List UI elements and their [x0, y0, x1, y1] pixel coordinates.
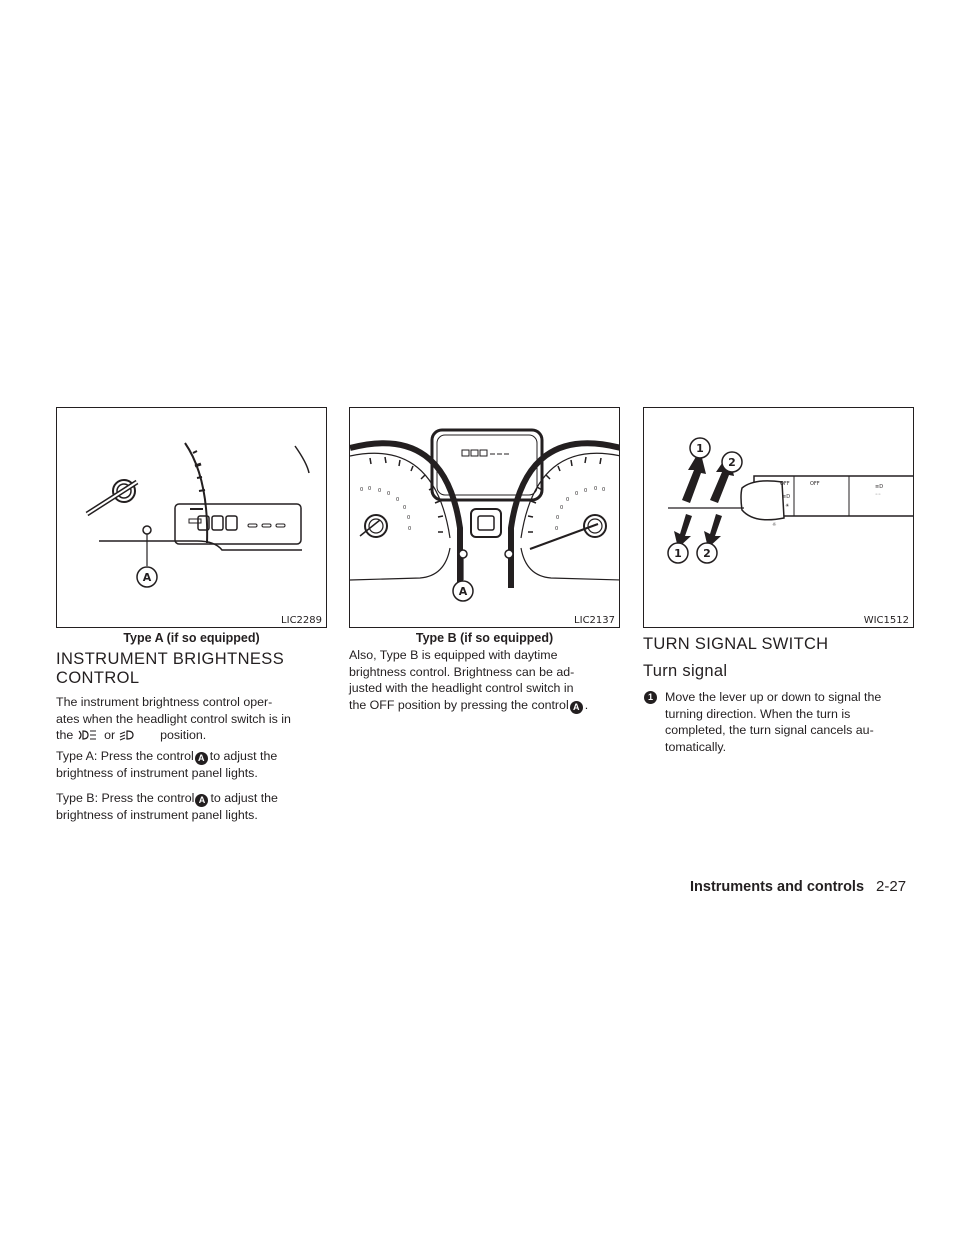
figure-type-b [349, 407, 620, 628]
figure-code: LIC2137 [574, 615, 615, 626]
figure-caption-type-a: Type A (if so equipped) [123, 631, 260, 645]
type-a-paragraph: Type A: Press the control A to adjust the brightness of instrument panel lights. [56, 748, 278, 780]
section-heading: INSTRUMENT BRIGHTNESS CONTROL [56, 650, 285, 687]
svg-text:OFF: OFF [810, 481, 820, 487]
callout-1-up: 1 [696, 442, 704, 455]
callout-2-down: 2 [703, 547, 711, 560]
page-number: 2-27 [876, 878, 907, 895]
daytime-brightness-section [349, 647, 621, 714]
svg-text:0: 0 [407, 515, 411, 521]
headlight-icon [77, 729, 97, 746]
svg-text:0: 0 [560, 505, 564, 511]
svg-text:≡D: ≡D [782, 494, 791, 500]
svg-text:0: 0 [602, 487, 606, 493]
svg-text:0: 0 [368, 486, 372, 492]
svg-text:◦◦: ◦◦ [875, 492, 881, 498]
turn-signal-section [643, 635, 915, 755]
figure-code: WIC1512 [863, 615, 909, 626]
svg-text:☼: ☼ [772, 522, 777, 528]
step-paragraph: 1 Move the lever up or down to signal the turning direction. When the turn is completed, the turn signal cancels au- tomatically. [643, 689, 915, 755]
svg-text:OFF: OFF [780, 481, 790, 487]
callout-a: A [142, 571, 152, 584]
marker-a: A [195, 794, 208, 807]
intro-paragraph: The instrument brightness control oper- ates when the headlight control switch is in the or position. [56, 694, 328, 746]
callout-1-down: 1 [674, 547, 682, 560]
figure-code: LIC2289 [281, 615, 322, 626]
figure-caption-type-b: Type B (if so equipped) [415, 631, 554, 645]
callout-a: A [458, 585, 468, 598]
type-b-paragraph: Type B: Press the control A to adjust the brightness of instrument panel lights. [56, 791, 278, 822]
type-a-illustration [57, 408, 327, 628]
subsection-heading: Turn signal [643, 662, 728, 680]
svg-text:0: 0 [387, 491, 391, 497]
low-beam-icon [119, 729, 135, 746]
svg-text:0: 0 [396, 497, 400, 503]
svg-text:0: 0 [555, 526, 559, 532]
step-marker: 1 [644, 691, 657, 704]
svg-text:☀: ☀ [785, 503, 790, 509]
svg-text:0: 0 [408, 526, 412, 532]
turn-signal-illustration [644, 408, 914, 628]
svg-text:0: 0 [556, 515, 560, 521]
instrument-brightness-section [56, 650, 328, 824]
marker-a: A [570, 701, 583, 714]
figure-turn-signal [643, 407, 914, 628]
callout-2-up: 2 [728, 456, 736, 469]
svg-text:0: 0 [403, 505, 407, 511]
svg-text:0: 0 [575, 491, 579, 497]
svg-text:0: 0 [360, 487, 364, 493]
figure-type-a [56, 407, 327, 628]
svg-text:0: 0 [378, 488, 382, 494]
svg-text:≡D: ≡D [875, 484, 884, 490]
svg-text:0: 0 [566, 497, 570, 503]
marker-a: A [195, 752, 208, 765]
footer-section-title: Instruments and controls [690, 879, 865, 895]
svg-text:0: 0 [584, 488, 588, 494]
section-heading: TURN SIGNAL SWITCH [643, 635, 829, 653]
svg-text:0: 0 [594, 486, 598, 492]
page-footer [690, 878, 906, 895]
type-b-illustration [350, 408, 620, 628]
daytime-paragraph: Also, Type B is equipped with daytime brightness control. Brightness can be ad- justed with the headlight control switch in the OFF position by pressing the control A . [349, 648, 589, 712]
